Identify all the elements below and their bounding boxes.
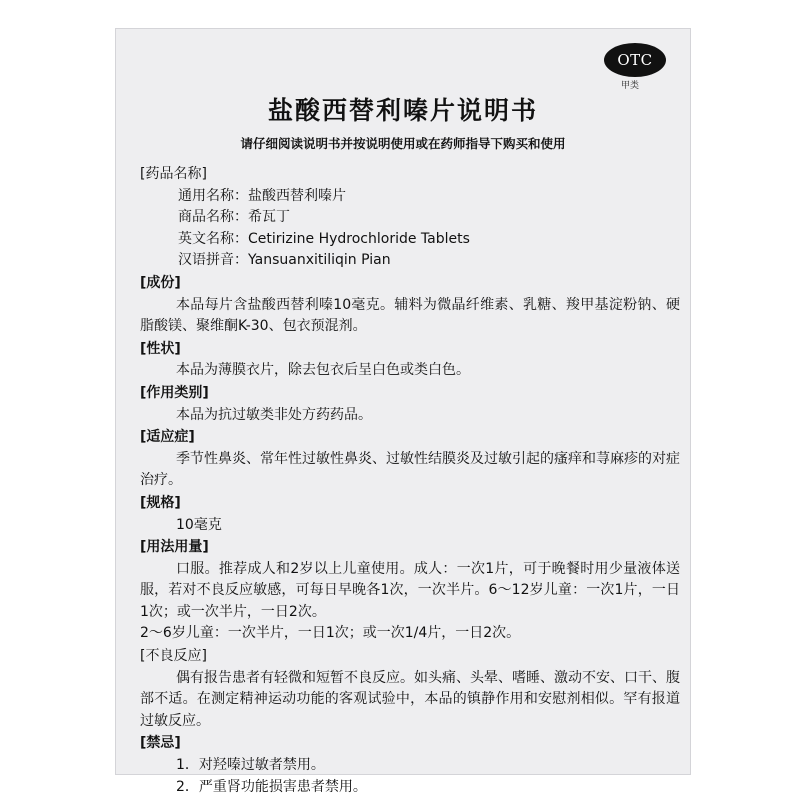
dosage-text: 口服。推荐成人和2岁以上儿童使用。成人：一次1片，可于晚餐时用少量液体送服，若对不良反应敏感，可每日早晚各1次，一次半片。6～12岁儿童：一次1片，一日1次；或一次半片，一日2次。 [140,560,680,620]
section-header-ingredients: [成份] [140,274,181,291]
pinyin-name-row: 汉语拼音：Yansuanxitiliqin Pian [178,252,391,269]
contraindication-item: 1．对羟嗪过敏者禁用。 [176,757,325,774]
indications-text: 季节性鼻炎、常年性过敏性鼻炎、过敏性结膜炎及过敏引起的瘙痒和荨麻疹的对症治疗。 [140,450,680,489]
section-header-drug-name: [药品名称] [140,166,207,182]
trade-name-row: 商品名称：希瓦丁 [178,209,290,226]
document-subtitle: 请仔细阅读说明书并按说明使用或在药师指导下购买和使用 [240,136,566,151]
contraindication-item: 2．严重肾功能损害患者禁用。 [176,778,367,795]
category-text: 本品为抗过敏类非处方药药品。 [176,406,372,423]
document-title: 盐酸西替利嗪片说明书 [267,96,538,125]
adverse-text: 偶有报告患者有轻微和短暂不良反应。如头痛、头晕、嗜睡、激动不安、口干、腹部不适。在测定精神运动功能的客观试验中，本品的镇静作用和安慰剂相似。罕有报道过敏反应。 [140,669,680,729]
ingredients-text: 本品每片含盐酸西替利嗪10毫克。辅料为微晶纤维素、乳糖、羧甲基淀粉钠、硬脂酸镁、聚维酮K-30、包衣预混剂。 [140,296,680,335]
leaflet-content [140,163,680,798]
dosage-children-line: 2～6岁儿童：一次半片，一日1次；或一次1/4片，一日2次。 [140,625,521,642]
section-header-spec: [规格] [140,494,181,511]
generic-name-row: 通用名称：盐酸西替利嗪片 [178,187,346,204]
otc-badge: OTC [604,43,666,77]
appearance-text: 本品为薄膜衣片，除去包衣后呈白色或类白色。 [176,362,470,379]
spec-text: 10毫克 [176,516,222,533]
section-header-contraindications: [禁忌] [140,735,181,752]
section-header-appearance: [性状] [140,340,181,357]
leaflet-paper [115,28,691,795]
section-header-adverse: [不良反应] [140,648,207,665]
section-header-dosage: [用法用量] [140,539,209,556]
otc-category: 甲类 [621,81,640,91]
section-header-category: [作用类别] [140,384,209,401]
english-name-row: 英文名称：Cetirizine Hydrochloride Tablets [178,230,470,247]
section-header-indications: [适应症] [140,429,195,446]
